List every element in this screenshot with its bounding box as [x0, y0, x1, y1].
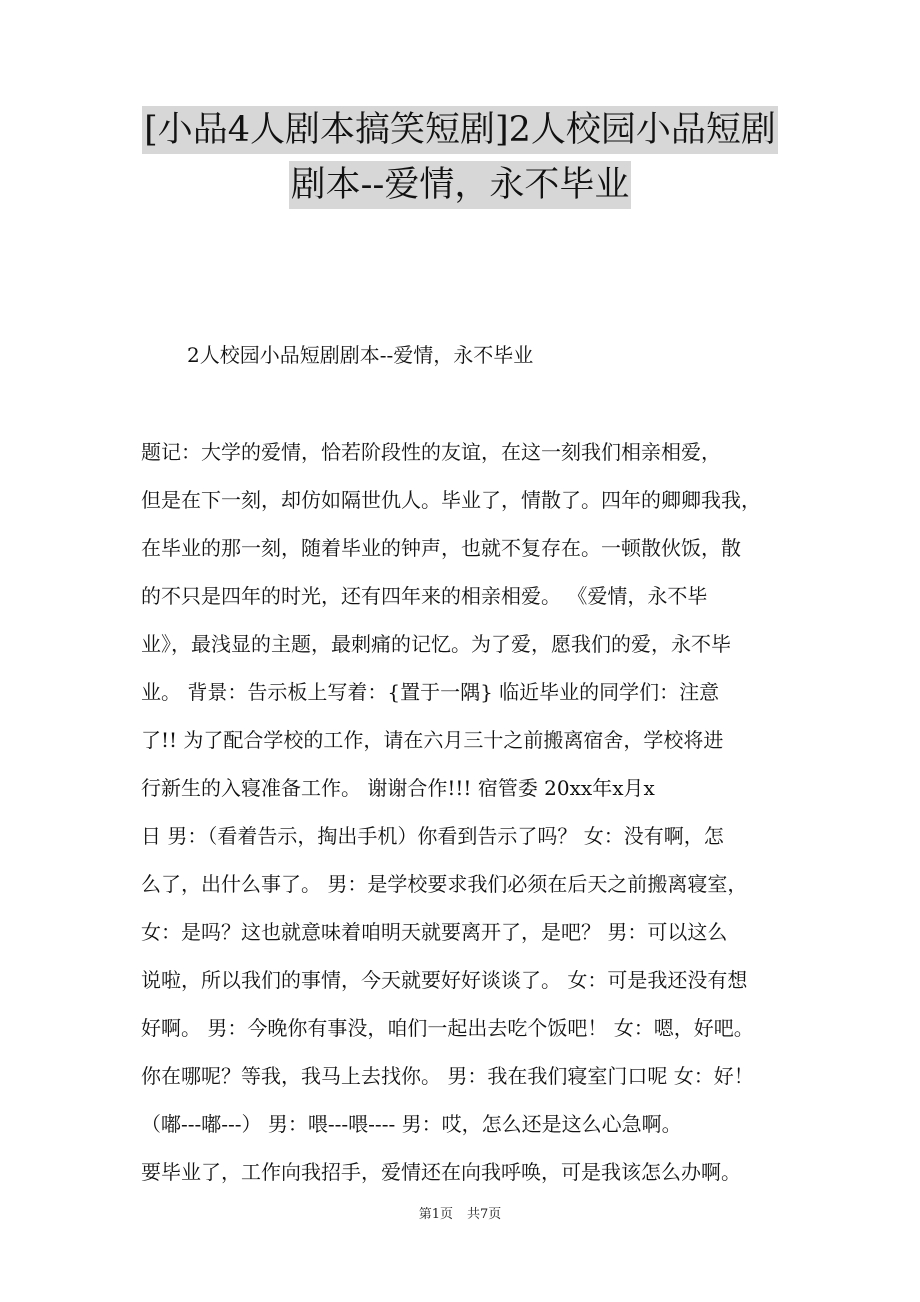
page-footer — [0, 1205, 920, 1225]
body-line: 行新生的入寝准备工作。 谢谢合作!!! 宿管委 20xx年x月x — [141, 776, 655, 800]
body-line: 业。 背景：告示板上写着：{置于一隅} 临近毕业的同学们：注意 — [141, 680, 720, 704]
body-line: 的不只是四年的时光，还有四年来的相亲相爱。 《爱情，永不毕 — [141, 584, 708, 608]
body-line: 说啦，所以我们的事情，今天就要好好谈谈了。 女：可是我还没有想 — [141, 968, 748, 992]
body-line: 么了，出什么事了。 男：是学校要求我们必须在后天之前搬离寝室， — [141, 872, 748, 896]
body-line: 日 男：（看着告示，掏出手机）你看到告示了吗？ 女：没有啊，怎 — [141, 824, 724, 848]
body-line: 好啊。 男：今晚你有事没，咱们一起出去吃个饭吧！ 女：嗯，好吧。 — [141, 1016, 754, 1040]
body-line: 业》，最浅显的主题，最刺痛的记忆。为了爱，愿我们的爱，永不毕 — [141, 632, 731, 656]
title-row — [0, 161, 920, 209]
body-line: 了!! 为了配合学校的工作，请在六月三十之前搬离宿舍，学校将进 — [141, 728, 724, 752]
body-line: 要毕业了，工作向我招手，爱情还在向我呼唤，可是我该怎么办啊。 — [141, 1160, 741, 1184]
body-line: 在毕业的那一刻，随着毕业的钟声，也就不复存在。一顿散伙饭，散 — [141, 536, 741, 560]
body-line: 题记：大学的爱情，恰若阶段性的友谊，在这一刻我们相亲相爱， — [141, 440, 721, 464]
page-number: 第1页 — [418, 1207, 453, 1222]
body-line: 但是在下一刻，却仿如隔世仇人。毕业了，情散了。四年的卿卿我我， — [141, 488, 761, 512]
document-subtitle: 2人校园小品短剧剧本--爱情，永不毕业 — [187, 343, 534, 367]
body-text — [141, 428, 783, 1196]
title-row — [0, 106, 920, 154]
title-line-1: [小品4人剧本搞笑短剧]2人校园小品短剧 — [142, 106, 778, 154]
body-line: 女：是吗？这也就意味着咱明天就要离开了，是吧？ 男：可以这么 — [141, 920, 728, 944]
body-line: 你在哪呢？等我，我马上去找你。 男：我在我们寝室门口呢 女：好！ — [141, 1064, 754, 1088]
document-title — [0, 106, 920, 216]
page-total: 共7页 — [467, 1207, 502, 1222]
body-line: （嘟---嘟---） 男：喂---喂---- 男：哎，怎么还是这么心急啊。 — [141, 1112, 682, 1136]
title-line-2: 剧本--爱情，永不毕业 — [289, 161, 632, 209]
